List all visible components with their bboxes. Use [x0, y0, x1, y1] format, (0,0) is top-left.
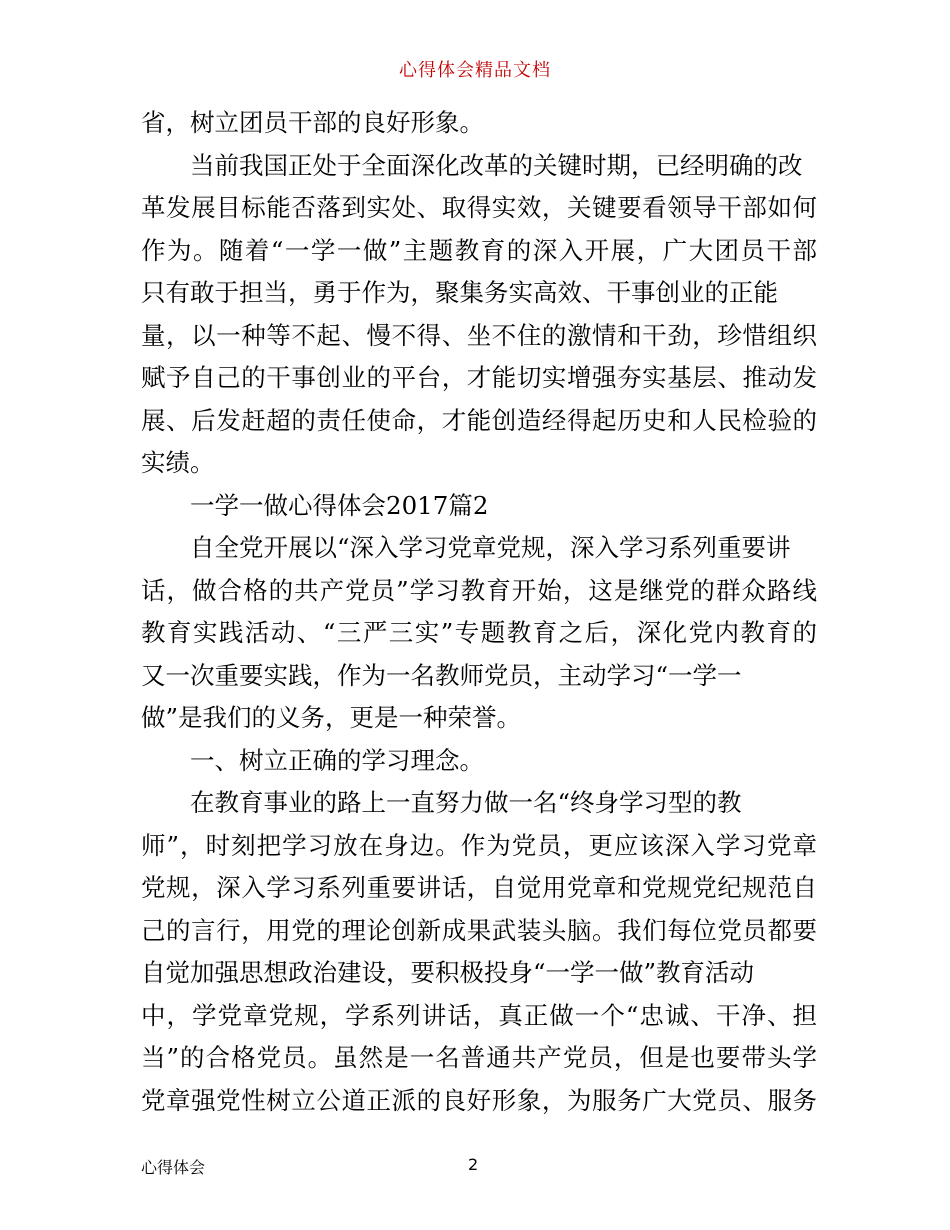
subsection-heading: 一、树立正确的学习理念。 — [190, 745, 484, 775]
text-line: 话，做合格的共产党员”学习教育开始，这是继党的群众路线 — [141, 575, 817, 605]
text-line: 自觉加强思想政治建设，要积极投身“一学一做”教育活动 — [141, 958, 755, 987]
text-line: 师”，时刻把学习放在身边。作为党员，更应该深入学习党章 — [141, 830, 817, 860]
text-line: 只有敢于担当，勇于作为，聚集务实高效、干事创业的正能 — [141, 278, 778, 307]
section-heading: 一学一做心得体会2017篇2 — [190, 490, 489, 520]
text-line: 党章强党性树立公道正派的良好形象，为服务广大党员、服务 — [141, 1085, 817, 1115]
text-line: 中，学党章党规，学系列讲话，真正做一个“忠诚、干净、担 — [141, 1000, 817, 1030]
text-line: 实绩。 — [141, 448, 215, 477]
text-line: 量，以一种等不起、慢不得、坐不住的激情和干劲，珍惜组织 — [141, 320, 817, 350]
text-line: 展、后发赶超的责任使命，才能创造经得起历史和人民检验的 — [141, 405, 817, 435]
text-line: 革发展目标能否落到实处、取得实效，关键要看领导干部如何 — [141, 193, 817, 222]
page-header-title: 心得体会精品文档 — [399, 60, 551, 81]
text-line: 教育实践活动、“三严三实”专题教育之后，深化党内教育的 — [141, 618, 817, 647]
document-body — [141, 102, 817, 1122]
text-line: 做”是我们的义务，更是一种荣誉。 — [141, 703, 522, 732]
text-line: 当前我国正处于全面深化改革的关键时期，已经明确的改 — [190, 150, 803, 180]
page-footer — [0, 1155, 950, 1179]
page-number: 2 — [468, 1155, 479, 1174]
text-line: 作为。随着“一学一做”主题教育的深入开展，广大团员干部 — [141, 235, 817, 265]
text-line: 党规，深入学习系列重要讲话，自觉用党章和党规党纪规范自 — [141, 873, 817, 902]
text-line: 当”的合格党员。虽然是一名普通共产党员，但是也要带头学 — [141, 1043, 817, 1072]
text-line: 赋予自己的干事创业的平台，才能切实增强夯实基层、推动发 — [141, 363, 817, 392]
text-line: 自全党开展以“深入学习党章党规，深入学习系列重要讲 — [190, 533, 791, 562]
text-line: 己的言行，用党的理论创新成果武装头脑。我们每位党员都要 — [141, 915, 817, 945]
text-line: 又一次重要实践，作为一名教师党员，主动学习“一学一 — [141, 660, 742, 690]
text-line: 省，树立团员干部的良好形象。 — [141, 108, 484, 137]
footer-label: 心得体会 — [141, 1158, 206, 1177]
text-line: 在教育事业的路上一直努力做一名“终身学习型的教 — [190, 788, 742, 817]
